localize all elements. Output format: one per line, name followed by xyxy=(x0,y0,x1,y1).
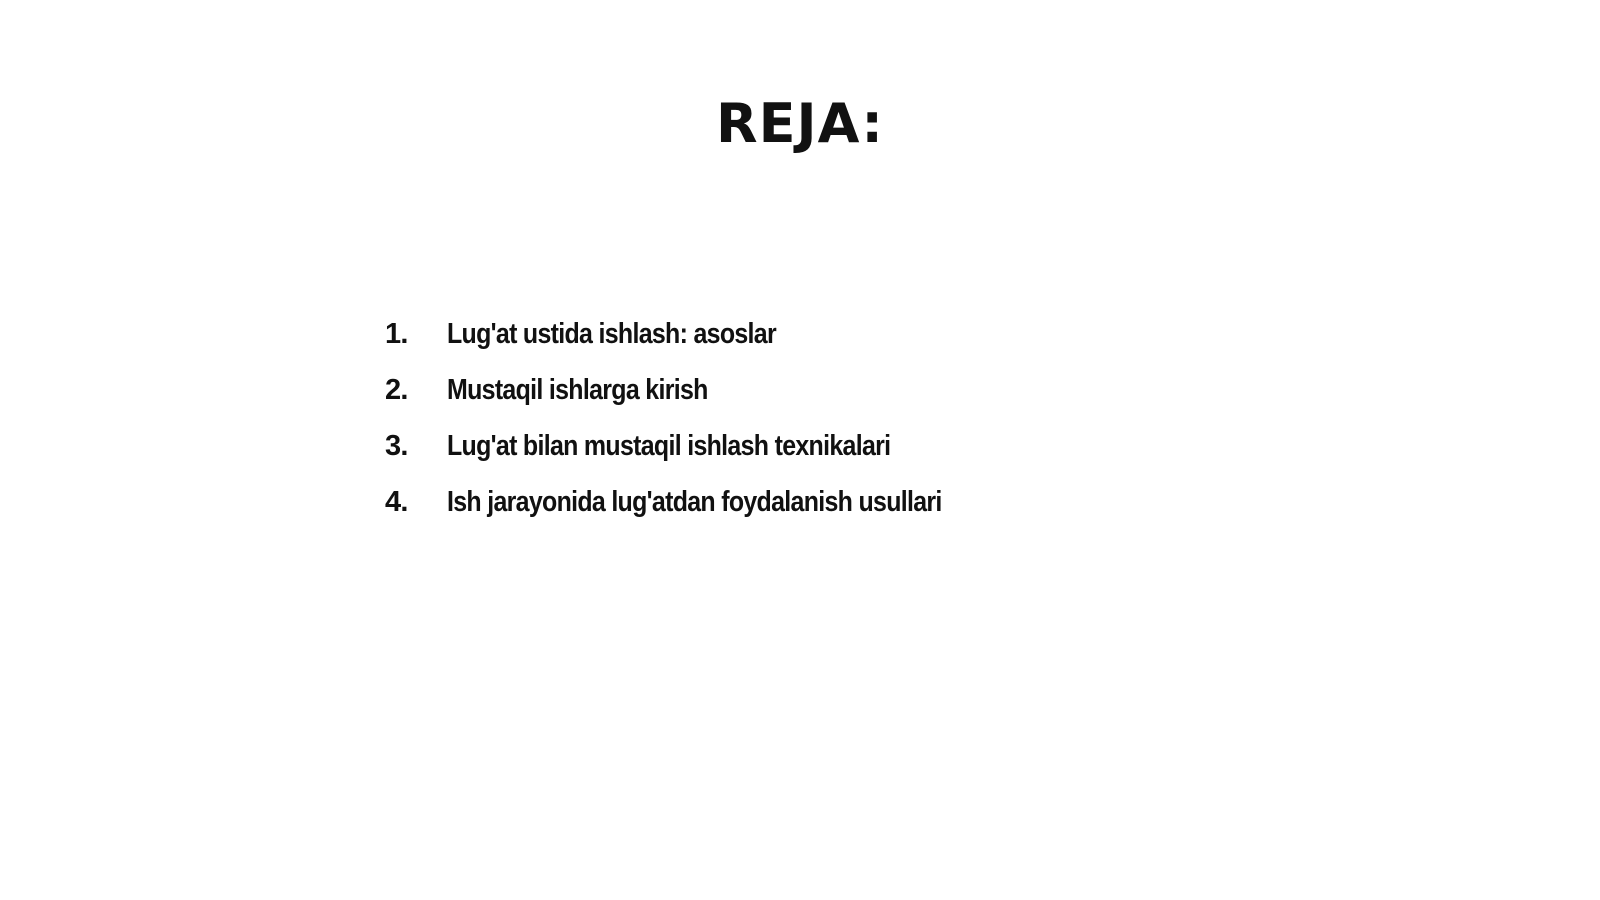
list-item xyxy=(385,486,1022,542)
list-item-number: 4. xyxy=(385,486,408,518)
list-item-text: Ish jarayonida lug'atdan foydalanish usullari xyxy=(447,486,942,518)
plan-list xyxy=(385,318,1022,542)
list-item-text: Mustaqil ishlarga kirish xyxy=(447,374,708,406)
list-item-number: 2. xyxy=(385,374,408,406)
slide-title: REJA: xyxy=(716,92,884,155)
list-item xyxy=(385,430,1022,486)
list-item-number: 3. xyxy=(385,430,408,462)
list-item-number: 1. xyxy=(385,318,408,350)
list-item-text: Lug'at ustida ishlash: asoslar xyxy=(447,318,777,350)
list-item-text: Lug'at bilan mustaqil ishlash texnikalari xyxy=(447,430,891,462)
list-item xyxy=(385,318,1022,374)
list-item xyxy=(385,374,1022,430)
